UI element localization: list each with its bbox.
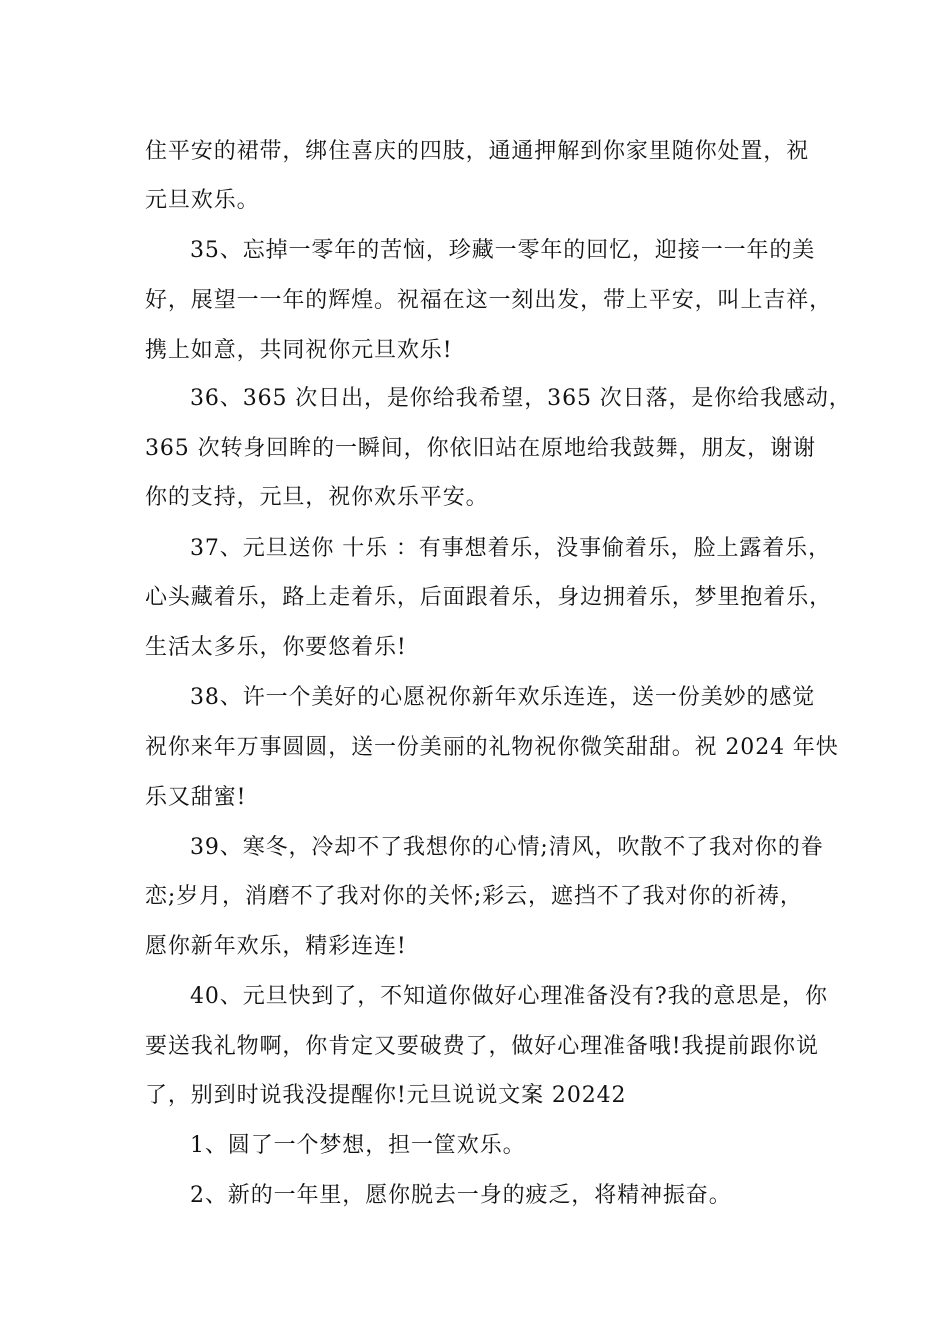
paragraph-39-start: 39、寒冬，冷却不了我想你的心情;清风，吹散不了我对你的眷 xyxy=(190,835,824,860)
text-line: 365 次转身回眸的一瞬间，你依旧站在原地给我鼓舞，朋友，谢谢 xyxy=(145,436,816,461)
text-line: 生活太多乐，你要悠着乐! xyxy=(145,635,407,660)
text-line: 元旦欢乐。 xyxy=(145,188,260,213)
text-line: 住平安的裙带，绑住喜庆的四肢，通通押解到你家里随你处置，祝 xyxy=(145,139,810,164)
text-line: 祝你来年万事圆圆，送一份美丽的礼物祝你微笑甜甜。祝 2024 年快 xyxy=(145,735,839,760)
paragraph-40-start: 40、元旦快到了，不知道你做好心理准备没有?我的意思是，你 xyxy=(190,984,828,1009)
text-line: 好，展望一一年的辉煌。祝福在这一刻出发，带上平安，叫上吉祥， xyxy=(145,288,833,313)
text-line: 乐又甜蜜! xyxy=(145,785,247,810)
list-item-2: 2、新的一年里，愿你脱去一身的疲乏，将精神振奋。 xyxy=(190,1183,732,1208)
text-line: 要送我礼物啊，你肯定又要破费了，做好心理准备哦!我提前跟你说 xyxy=(145,1034,819,1059)
list-item-1: 1、圆了一个梦想，担一筐欢乐。 xyxy=(190,1133,526,1158)
paragraph-37-start: 37、元旦送你 十乐 ：有事想着乐，没事偷着乐，脸上露着乐， xyxy=(190,536,831,561)
paragraph-38-start: 38、许一个美好的心愿祝你新年欢乐连连，送一份美妙的感觉 xyxy=(190,685,816,710)
text-line: 你的支持，元旦，祝你欢乐平安。 xyxy=(145,485,489,510)
paragraph-35-start: 35、忘掉一零年的苦恼，珍藏一零年的回忆，迎接一一年的美 xyxy=(190,238,816,263)
text-line: 心头藏着乐，路上走着乐，后面跟着乐，身边拥着乐，梦里抱着乐， xyxy=(145,585,833,610)
paragraph-36-start: 36、365 次日出，是你给我希望，365 次日落，是你给我感动， xyxy=(190,386,852,411)
text-line: 愿你新年欢乐，精彩连连! xyxy=(145,934,407,959)
text-line: 恋;岁月，消磨不了我对你的关怀;彩云，遮挡不了我对你的祈祷， xyxy=(145,884,803,909)
text-line: 携上如意，共同祝你元旦欢乐! xyxy=(145,338,453,363)
text-line: 了，别到时说我没提醒你!元旦说说文案 20242 xyxy=(145,1083,627,1108)
